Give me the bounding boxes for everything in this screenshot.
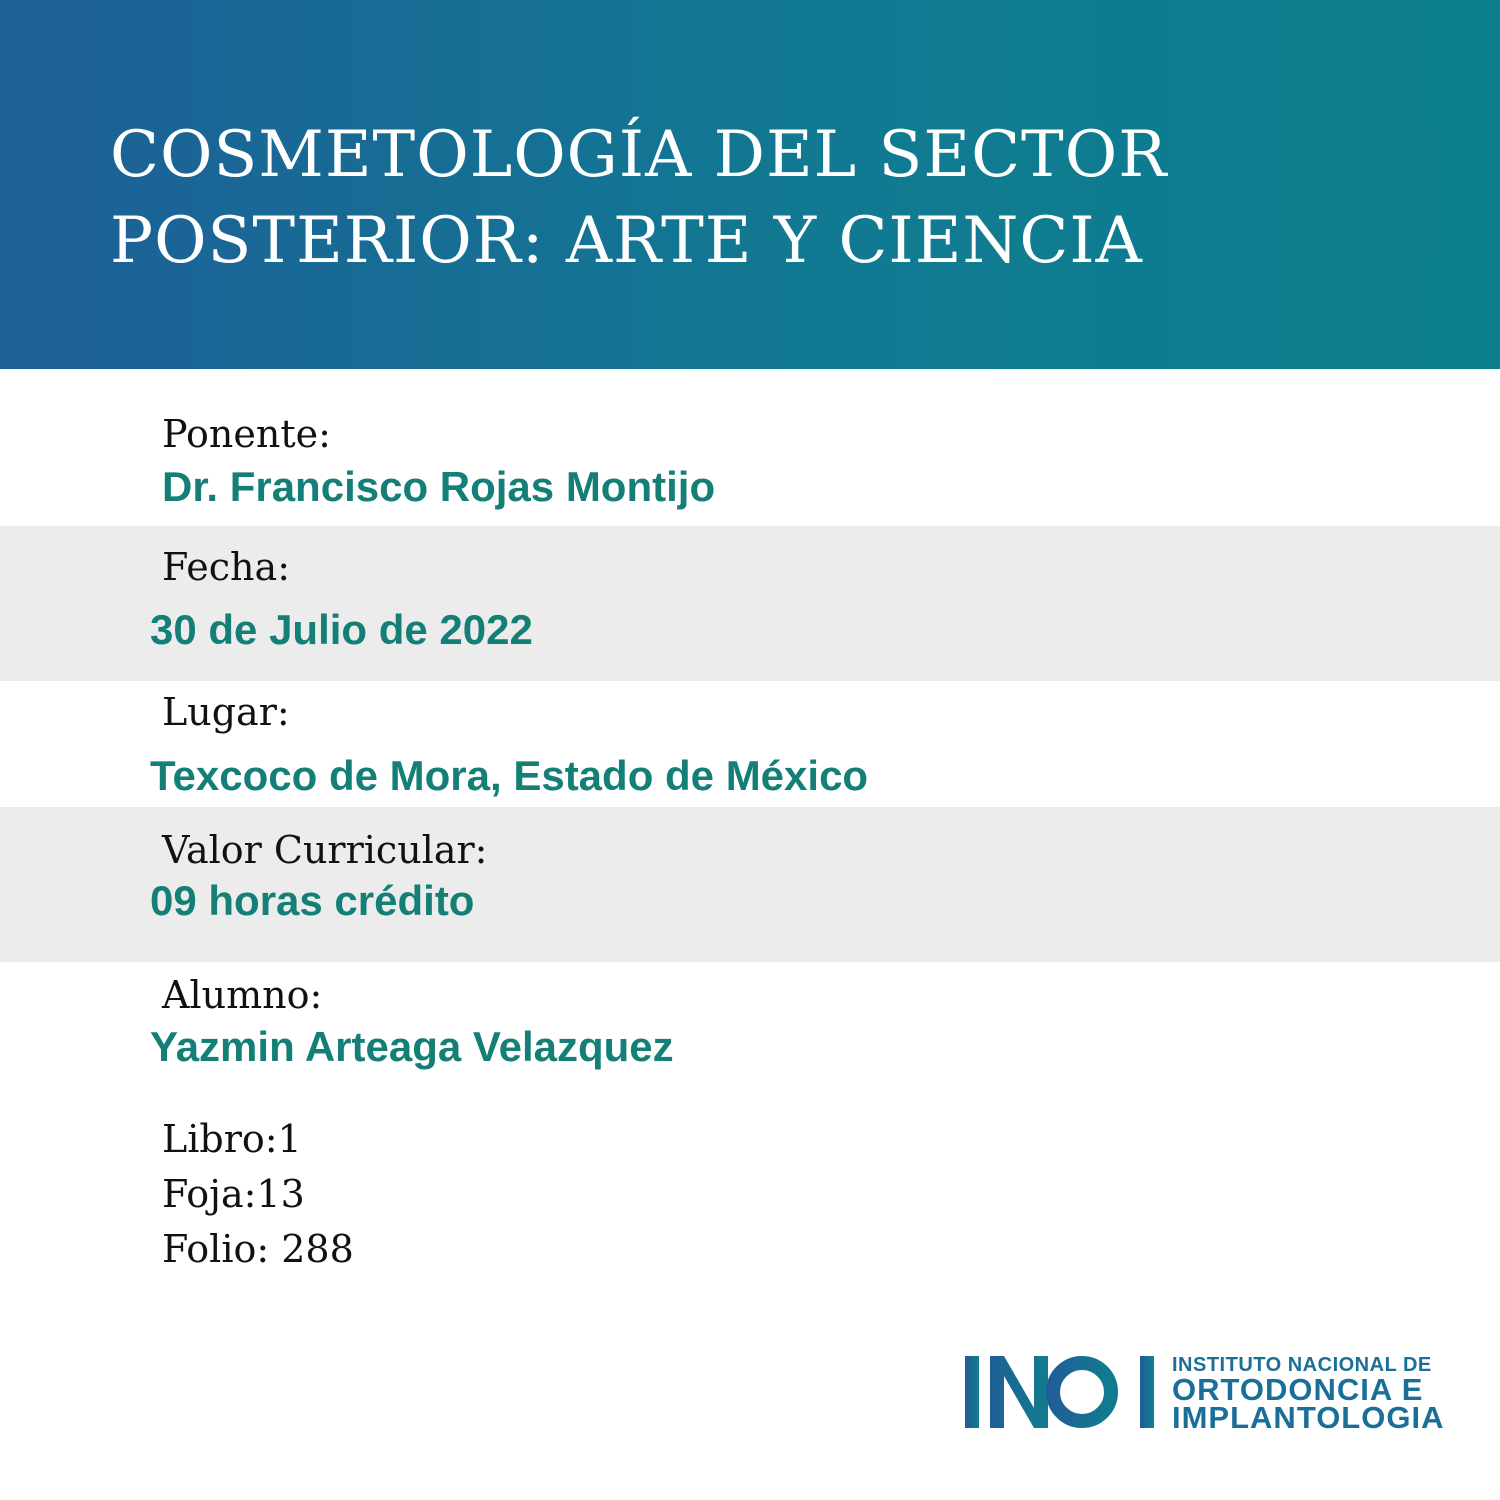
alumno-label: Alumno: <box>162 973 323 1017</box>
fecha-value: 30 de Julio de 2022 <box>150 606 533 653</box>
title-line-1: COSMETOLOGÍA DEL SECTOR <box>110 118 1168 192</box>
inoi-logo-mark <box>962 1352 1162 1432</box>
valor-label: Valor Curricular: <box>162 828 488 872</box>
page-title <box>110 112 1430 284</box>
logo-line-3: IMPLANTOLOGIA <box>1172 1400 1445 1435</box>
valor-value: 09 horas crédito <box>150 877 475 924</box>
record-libro: Libro:1 <box>162 1117 302 1161</box>
inoi-logo-text <box>1172 1354 1445 1435</box>
header-banner <box>0 0 1500 369</box>
lugar-label: Lugar: <box>162 690 290 734</box>
ponente-value: Dr. Francisco Rojas Montijo <box>162 463 716 510</box>
record-foja: Foja:13 <box>162 1172 305 1216</box>
record-folio: Folio: 288 <box>162 1227 354 1271</box>
logo-line-1: INSTITUTO NACIONAL DE <box>1172 1354 1432 1376</box>
ponente-label: Ponente: <box>162 412 331 456</box>
fecha-label: Fecha: <box>162 545 290 589</box>
alumno-value: Yazmin Arteaga Velazquez <box>150 1023 674 1070</box>
title-line-2: POSTERIOR: ARTE Y CIENCIA <box>110 204 1143 278</box>
lugar-value: Texcoco de Mora, Estado de México <box>150 752 869 799</box>
logo-line-2: ORTODONCIA E <box>1172 1372 1424 1407</box>
inoi-logo <box>962 1352 1452 1435</box>
